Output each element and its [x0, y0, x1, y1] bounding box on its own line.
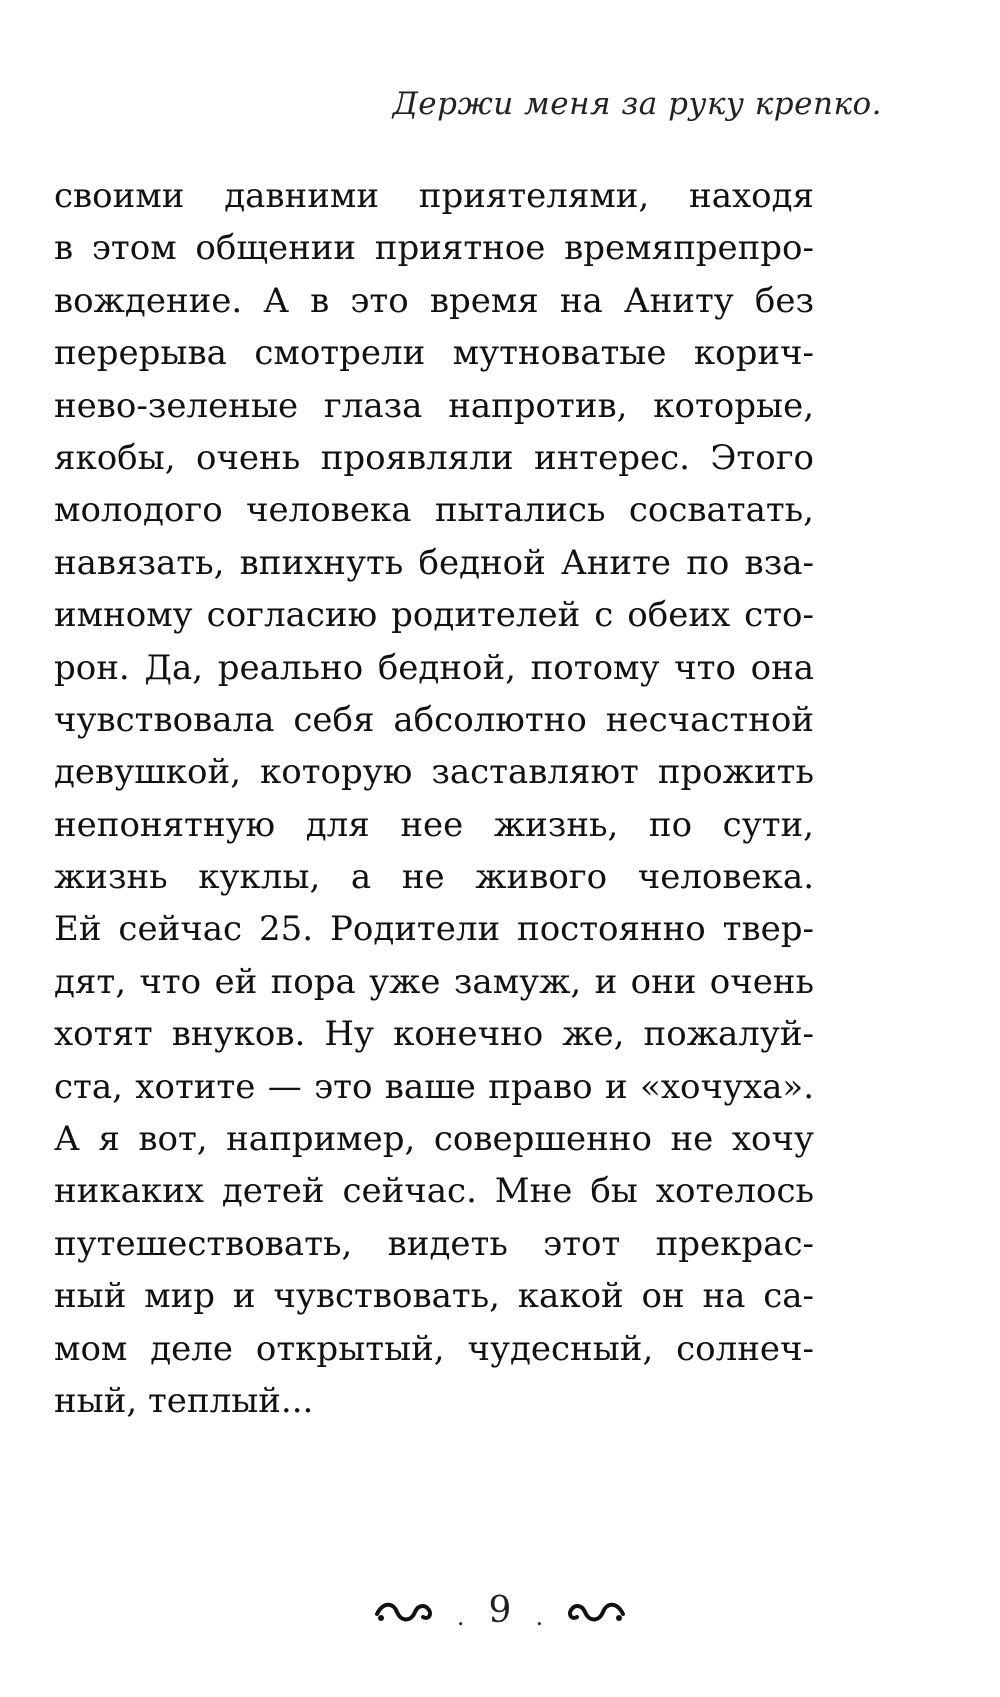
text-line: никаких детей сейчас. Мне бы хотелось — [54, 1171, 814, 1212]
page-footer — [0, 1590, 1000, 1631]
text-line: хотят внуков. Ну конечно же, пожалуй- — [54, 1014, 814, 1055]
text-line: своими давними приятелями, находя — [54, 176, 814, 216]
text-line: жизнь куклы, а не живого человека. — [54, 857, 814, 898]
text-line: имному согласию родителей с обеих сто- — [54, 595, 814, 636]
text-line: девушкой, которую заставляют прожить — [54, 752, 814, 793]
text-line: молодого человека пытались сосватать, — [54, 490, 814, 531]
page-number: 9 — [488, 1590, 512, 1631]
text-line: нево-зеленые глаза напротив, которые, — [54, 385, 814, 426]
text-line: Ей сейчас 25. Родители постоянно твер- — [54, 909, 814, 950]
text-line: мом деле открытый, чудесный, солнеч- — [54, 1328, 814, 1369]
running-header: Держи меня за руку крепко. — [392, 86, 882, 122]
text-line: навязать, впихнуть бедной Аните по вза- — [54, 542, 814, 583]
text-line: путешествовать, видеть этот прекрас- — [54, 1223, 814, 1264]
swirl-ornament-icon — [557, 1596, 627, 1626]
text-line: рон. Да, реально бедной, потому что она — [54, 647, 814, 688]
text-line: ста, хотите — это ваше право и «хочуха». — [54, 1066, 814, 1107]
separator-dot: . — [456, 1602, 465, 1631]
text-line: непонятную для нее жизнь, по сути, — [54, 804, 814, 845]
text-line: в этом общении приятное времяпрепро- — [54, 228, 814, 269]
text-line: перерыва смотрели мутноватые корич- — [54, 333, 814, 374]
text-line: вождение. А в это время на Аниту без — [54, 280, 814, 321]
text-line: якобы, очень проявляли интерес. Этого — [54, 437, 814, 478]
text-line: дят, что ей пора уже замуж, и они очень — [54, 961, 814, 1002]
text-line: чувствовала себя абсолютно несчастной — [54, 699, 814, 740]
body-text — [54, 170, 814, 1427]
separator-dot: . — [535, 1602, 544, 1631]
text-line: ный мир и чувствовать, какой он на са- — [54, 1276, 814, 1317]
text-line: ный, теплый... — [54, 1380, 314, 1421]
swirl-ornament-icon — [373, 1596, 443, 1626]
text-line: А я вот, например, совершенно не хочу — [54, 1119, 814, 1160]
